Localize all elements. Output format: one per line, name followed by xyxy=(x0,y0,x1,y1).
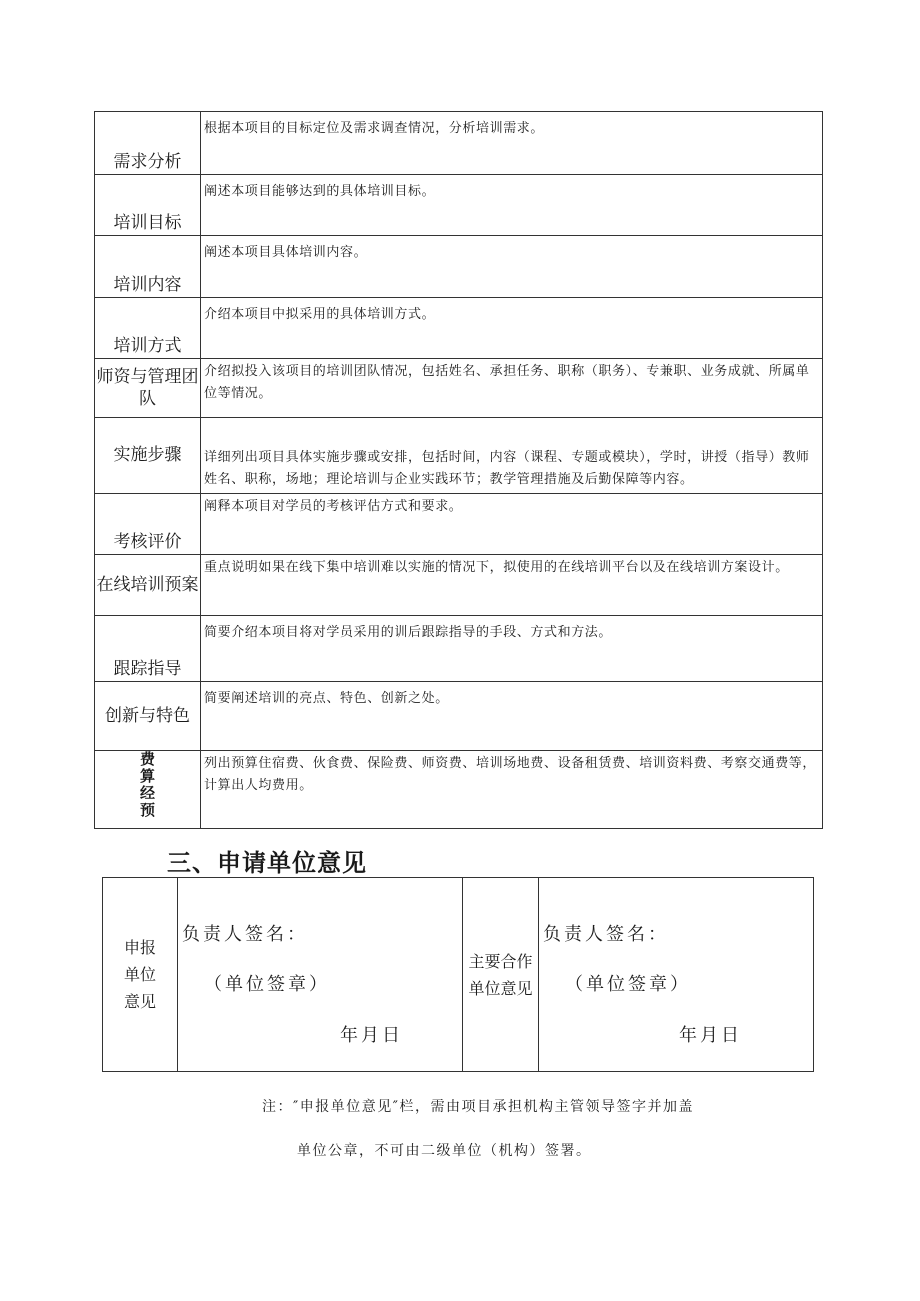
row-label-needs-analysis: 需求分析 xyxy=(95,112,201,175)
partner-opinion-header: 主要合作单位意见 xyxy=(463,878,539,1072)
row-text-assessment: 阐释本项目对学员的考核评估方式和要求。 xyxy=(201,494,823,555)
plan-table xyxy=(94,111,823,829)
row-label-budget xyxy=(95,751,201,829)
table-row xyxy=(103,878,814,1072)
row-label-training-goals: 培训目标 xyxy=(95,175,201,236)
table-row xyxy=(95,555,823,616)
row-text-training-content: 阐述本项目具体培训内容。 xyxy=(201,236,823,298)
table-row xyxy=(95,112,823,175)
row-label-implementation-steps: 实施步骤 xyxy=(95,418,201,494)
row-text-training-method: 介绍本项目中拟采用的具体培训方式。 xyxy=(201,298,823,359)
row-label-teaching-team: 师资与管理团队 xyxy=(95,359,201,418)
note-line-2: 单位公章，不可由二级单位（机构）签署。 xyxy=(297,1143,592,1159)
row-label-follow-up: 跟踪指导 xyxy=(95,616,201,682)
row-text-teaching-team: 介绍拟投入该项目的培训团队情况，包括姓名、承担任务、职称（职务）、专兼职、业务成就、所属单位等情况。 xyxy=(201,359,823,418)
row-text-needs-analysis: 根据本项目的目标定位及需求调查情况，分析培训需求。 xyxy=(201,112,823,175)
applicant-date-label: 年月日 xyxy=(340,1025,403,1046)
table-row xyxy=(95,751,823,829)
partner-signature-cell xyxy=(539,878,814,1072)
applicant-signature-cell xyxy=(178,878,463,1072)
row-text-budget: 列出预算住宿费、伙食费、保险费、师资费、培训场地费、设备租赁费、培训资料费、考察交通费等，计算出人均费用。 xyxy=(201,751,823,829)
row-label-online-plan: 在线培训预案 xyxy=(95,555,201,616)
table-row xyxy=(95,359,823,418)
partner-date-label: 年月日 xyxy=(679,1025,742,1046)
partner-signature-label: 负责人签名： xyxy=(543,924,669,945)
row-label-training-method: 培训方式 xyxy=(95,298,201,359)
row-text-training-goals: 阐述本项目能够达到的具体培训目标。 xyxy=(201,175,823,236)
budget-label-char: 经 xyxy=(139,784,155,802)
table-row xyxy=(95,494,823,555)
applicant-signature-label: 负责人签名： xyxy=(182,924,308,945)
applicant-opinion-header: 申报单位意见 xyxy=(103,878,178,1072)
row-label-training-content: 培训内容 xyxy=(95,236,201,298)
budget-label-char: 费 xyxy=(139,750,155,768)
table-row xyxy=(95,418,823,494)
table-row xyxy=(95,236,823,298)
budget-label-char: 预 xyxy=(139,801,155,819)
row-label-assessment: 考核评价 xyxy=(95,494,201,555)
table-row xyxy=(95,616,823,682)
row-label-innovation: 创新与特色 xyxy=(95,682,201,751)
applicant-seal-label: （单位签章） xyxy=(204,974,330,995)
note-line-1: 注：″申报单位意见″栏，需由项目承担机构主管领导签字并加盖 xyxy=(262,1099,694,1115)
row-text-online-plan: 重点说明如果在线下集中培训难以实施的情况下，拟使用的在线培训平台以及在线培训方案设计。 xyxy=(201,555,823,616)
row-text-follow-up: 简要介绍本项目将对学员采用的训后跟踪指导的手段、方式和方法。 xyxy=(201,616,823,682)
section-title: 三、申请单位意见 xyxy=(167,849,367,877)
table-row xyxy=(95,298,823,359)
budget-label-char: 算 xyxy=(139,767,155,785)
row-text-innovation: 简要阐述培训的亮点、特色、创新之处。 xyxy=(201,682,823,751)
partner-seal-label: （单位签章） xyxy=(565,974,691,995)
table-row xyxy=(95,175,823,236)
row-text-implementation-steps: 详细列出项目具体实施步骤或安排，包括时间，内容（课程、专题或模块），学时，讲授（指导）教师姓名、职称，场地；理论培训与企业实践环节；教学管理措施及后勤保障等内容。 xyxy=(201,418,823,494)
opinion-table xyxy=(102,877,814,1072)
table-row xyxy=(95,682,823,751)
